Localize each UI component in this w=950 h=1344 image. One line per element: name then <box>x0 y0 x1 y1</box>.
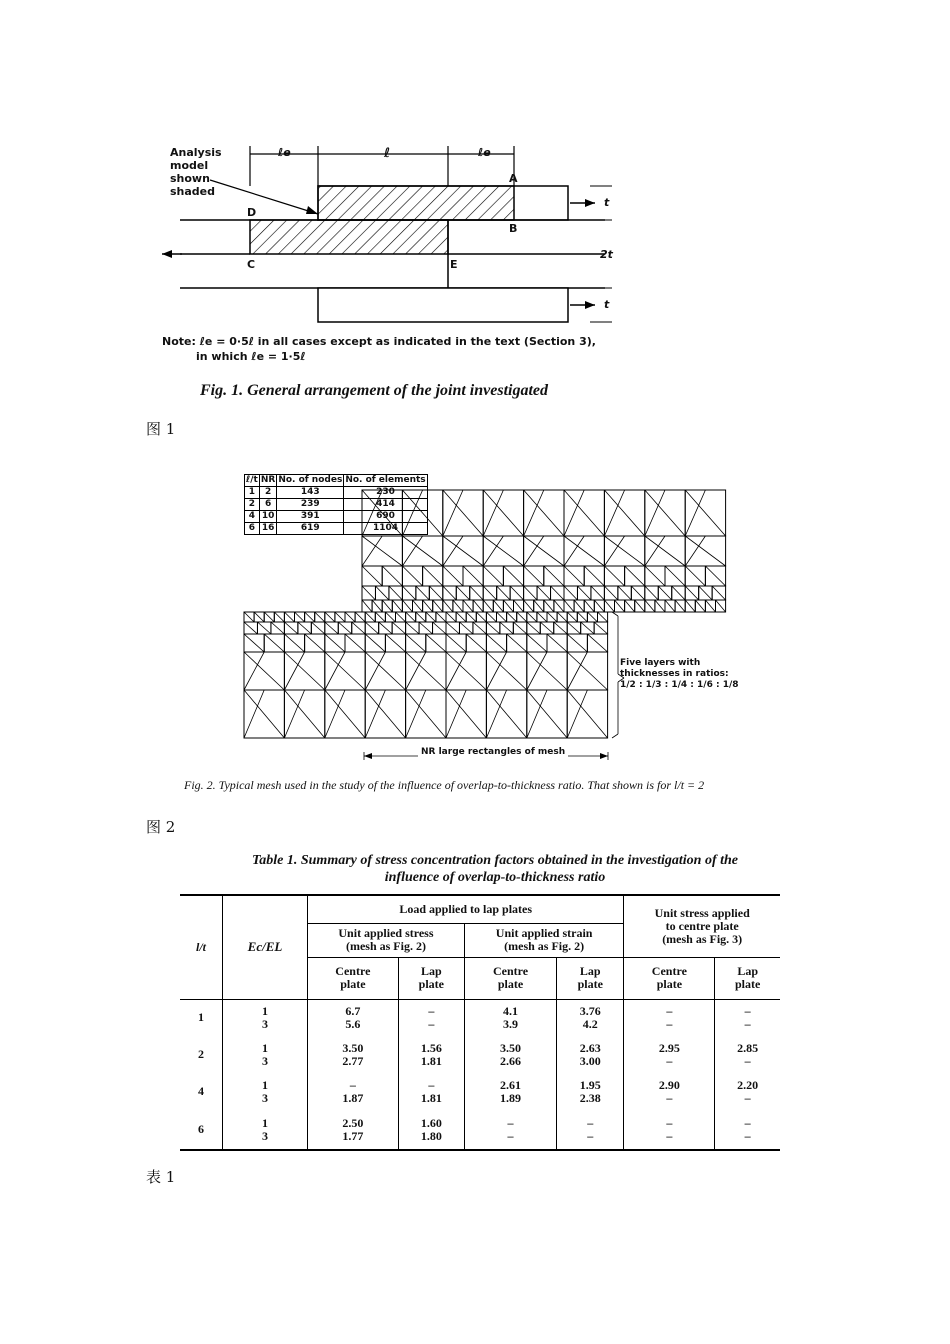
mesh-table-row: 4 10 391 690 <box>245 511 428 523</box>
table-1 <box>180 894 780 1151</box>
col-header-lt: l/t <box>180 895 223 999</box>
thickness-2t: 2t <box>600 248 613 261</box>
dim-le-left: ℓe <box>278 146 291 159</box>
nr-label: NR large rectangles of mesh <box>418 747 568 757</box>
table-row: 2 1 3 3.50 2.77 1.56 1.81 3.50 2.66 2.63 3.00 2.95 – 2.85 – <box>180 1036 780 1073</box>
figure-1 <box>0 0 950 438</box>
analysis-model-label: Analysis model shown shaded <box>170 146 222 198</box>
group-header-centre: Unit stress applied to centre plate (mesh as Fig. 3) <box>654 905 750 946</box>
dim-le-right: ℓe <box>478 146 491 159</box>
point-b: B <box>509 222 518 235</box>
subheader-lap-plate: Lap plate <box>557 957 624 999</box>
layers-note: Five layers with thicknesses in ratios: 1/2 : 1/3 : 1/4 : 1/6 : 1/8 <box>620 658 739 690</box>
col-header-ratio: Ec/EL <box>223 895 308 999</box>
figure-1-label: 图 1 <box>146 420 176 438</box>
thickness-t-bottom: t <box>604 298 610 311</box>
group-header-load: Load applied to lap plates <box>308 895 624 923</box>
subheader-lap-plate: Lap plate <box>715 957 780 999</box>
table-1-label: 表 1 <box>146 1168 176 1186</box>
joint-diagram <box>150 140 630 340</box>
point-c: C <box>247 258 256 271</box>
table-1-block <box>180 852 810 1151</box>
figure-2-caption: Fig. 2. Typical mesh used in the study of the influence of overlap-to-thickness ratio. That shown is for l/t = 2 <box>184 778 705 792</box>
mesh-table-row: 2 6 239 414 <box>245 499 428 511</box>
mesh-table-header: ℓ/t NR No. of nodes No. of elements <box>246 475 426 485</box>
figure-1-note: Note: ℓe = 0·5ℓ in all cases except as indicated in the text (Section 3), in which ℓe = 1·5ℓ <box>162 335 596 363</box>
point-e: E <box>450 258 458 271</box>
figure-2 <box>0 460 950 840</box>
subheader-centre-plate: Centre plate <box>308 957 399 999</box>
dim-l: ℓ <box>384 146 391 161</box>
mesh-table-row: 6 16 619 1104 <box>245 523 428 535</box>
subheader-centre-plate: Centre plate <box>624 957 715 999</box>
subheader-strain: Unit applied strain (mesh as Fig. 2) <box>464 923 623 957</box>
figure-1-caption: Fig. 1. General arrangement of the joint investigated <box>200 382 549 399</box>
table-1-title: Table 1. Summary of stress concentration factors obtained in the investigation of the influence of overlap-to-thickness ratio <box>251 853 738 885</box>
mesh-diagram <box>240 488 740 778</box>
subheader-lap-plate: Lap plate <box>398 957 464 999</box>
figure-2-label: 图 2 <box>146 818 176 836</box>
mesh-table-row: 1 2 143 230 <box>245 487 428 499</box>
thickness-t-top: t <box>604 196 610 209</box>
subheader-centre-plate: Centre plate <box>464 957 556 999</box>
point-d: D <box>247 206 257 219</box>
point-a: A <box>509 172 518 185</box>
table-row: 1 1 3 6.7 5.6 – – 4.1 3.9 3.76 4.2 – – – – <box>180 999 780 1036</box>
subheader-stress: Unit applied stress (mesh as Fig. 2) <box>308 923 465 957</box>
table-row: 4 1 3 – 1.87 – 1.81 2.61 1.89 1.95 2.38 2.90 – 2.20 – <box>180 1073 780 1110</box>
table-row: 6 1 3 2.50 1.77 1.60 1.80 – – – – – – – – <box>180 1110 780 1150</box>
